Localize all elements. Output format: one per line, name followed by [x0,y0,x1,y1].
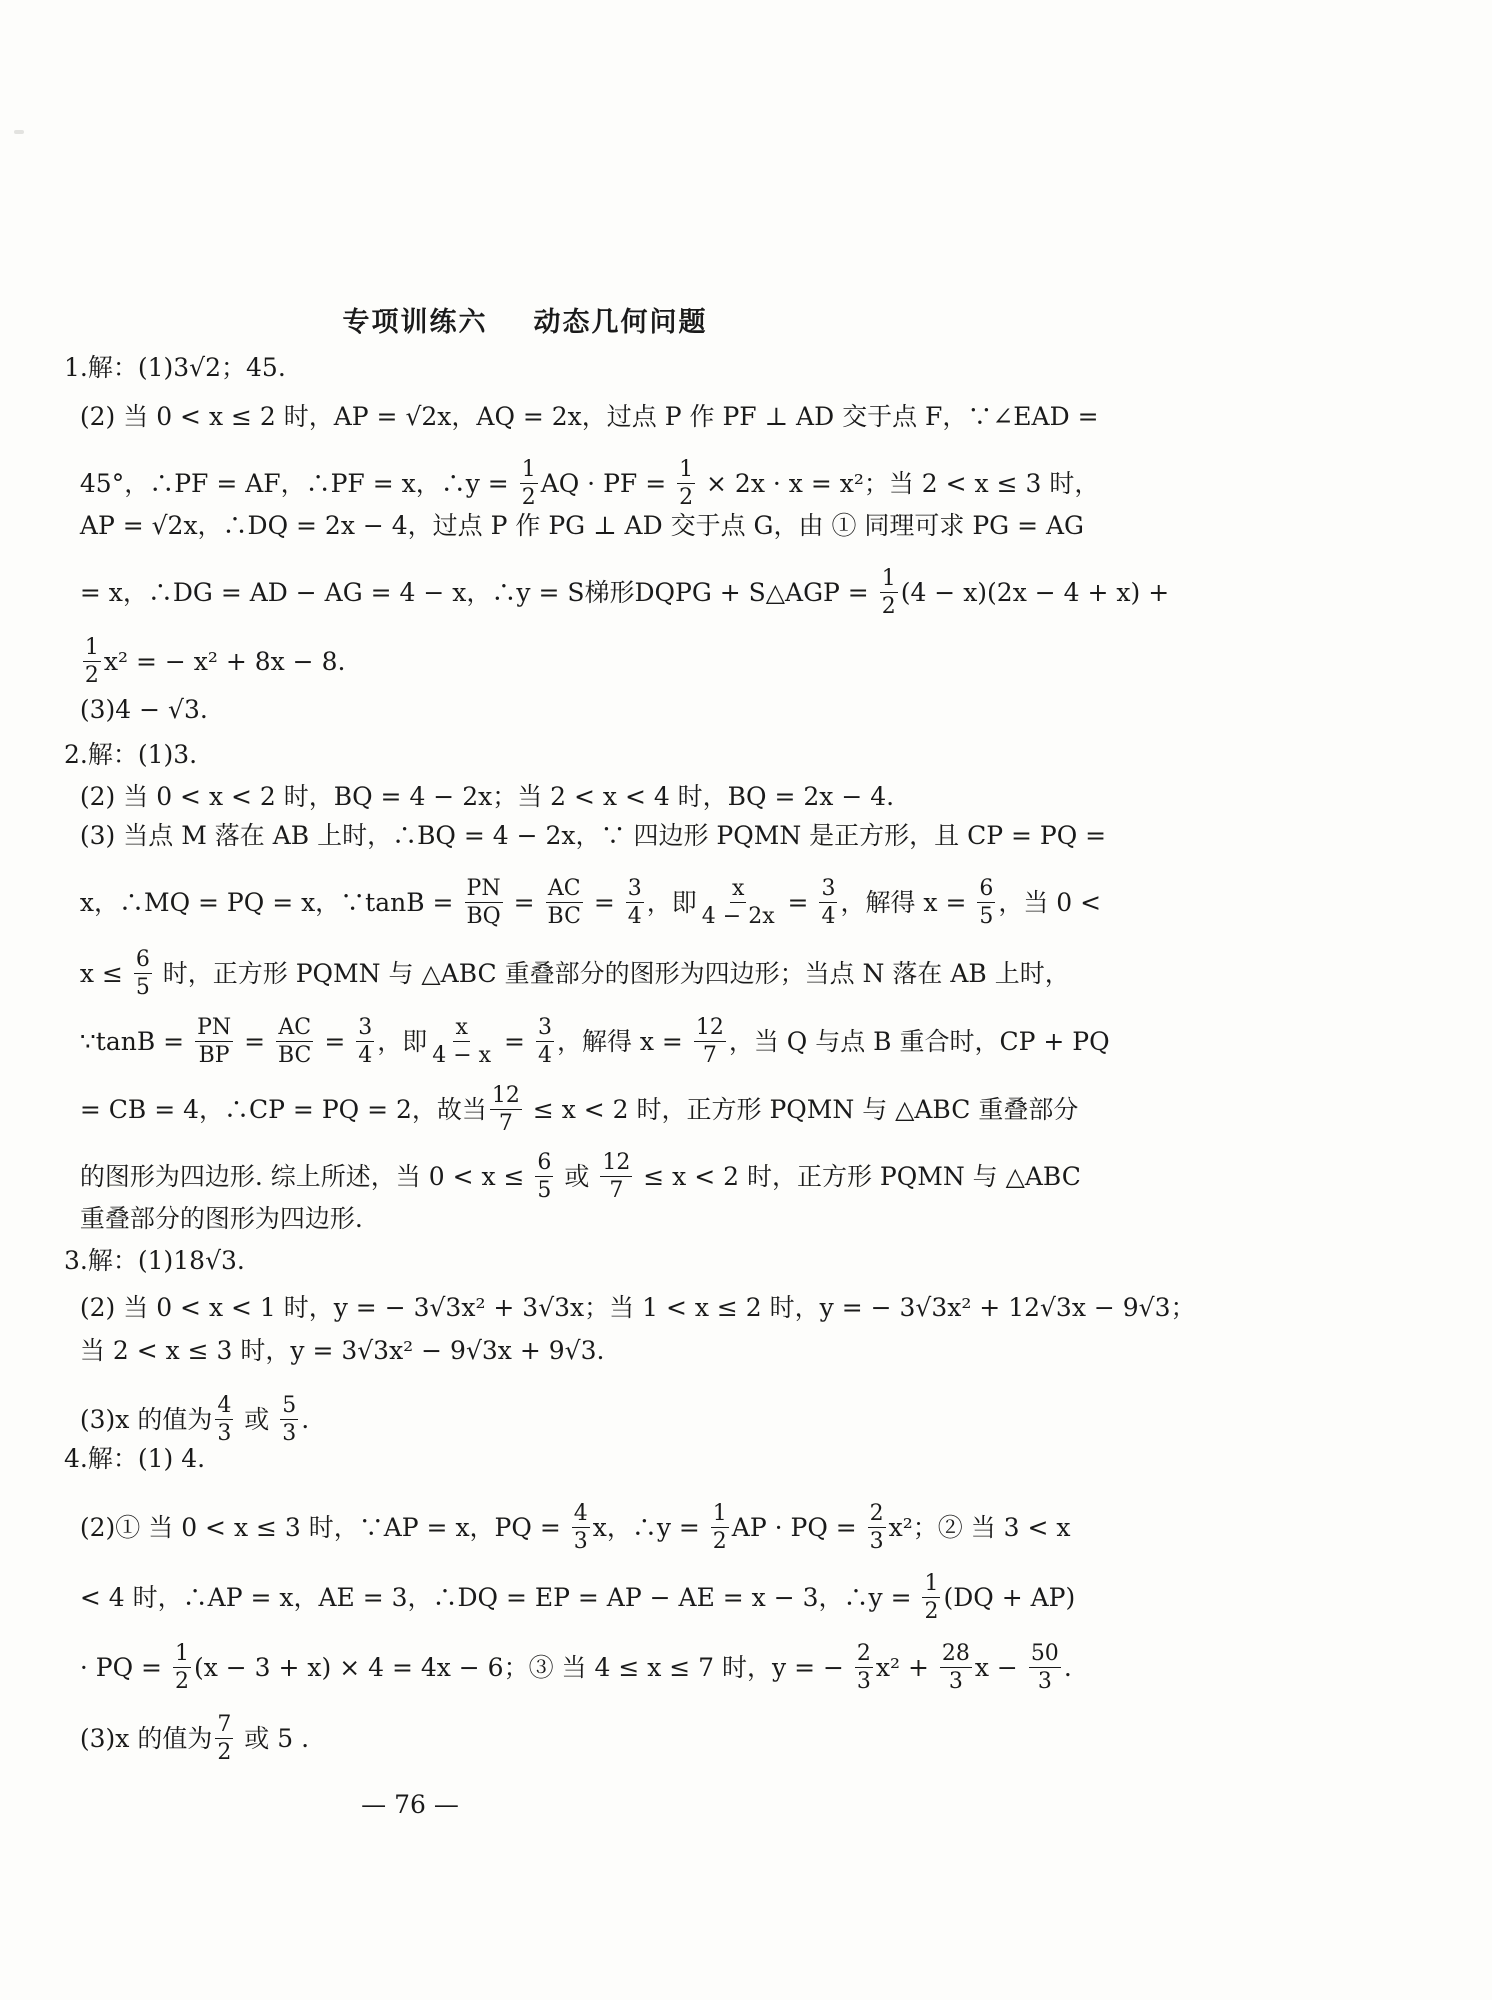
text-segment: 当 2 < x ≤ 3 时，y = 3√3x² − 9√3x + 9√3. [64,1336,605,1365]
text-segment: 45°，∴PF = AF，∴PF = x，∴y = [64,469,517,499]
fraction-numerator: 3 [536,1016,554,1042]
text-segment: = [316,1027,354,1057]
fraction [280,1394,298,1445]
title-left: 专项训练六 [342,307,488,338]
fraction [173,1642,191,1693]
text-segment: = x，∴DG = AD − AG = 4 − x，∴y = S梯形DQPG + S△AGP = [64,578,877,608]
text-segment: ，解得 x = [840,888,975,918]
text-segment: ，即 [377,1027,428,1057]
fraction-denominator: 3 [282,1421,297,1447]
text-line [64,1015,1110,1069]
fraction [694,1016,726,1067]
text-segment: x² + [875,1653,937,1683]
fraction-denominator: BP [198,1043,230,1069]
fraction-denominator: 4 − x [432,1043,492,1069]
text-segment: ≤ x < 2 时，正方形 PQMN 与 △ABC 重叠部分 [524,1095,1079,1125]
fraction-numerator: 3 [356,1016,374,1042]
text-segment: = [779,888,817,918]
text-line [64,821,1107,850]
fraction-numerator: 28 [940,1642,972,1668]
fraction [215,1394,233,1445]
fraction-denominator: 2 [521,485,536,511]
fraction-denominator: 4 [358,1043,373,1069]
fraction-numerator: 5 [280,1394,298,1420]
fraction [880,567,898,618]
text-segment: (3)x 的值为 [64,1724,213,1754]
fraction-denominator: 3 [948,1669,963,1695]
fraction [276,1016,313,1067]
text-segment [64,649,80,674]
fraction [134,948,152,999]
fraction-numerator: 1 [520,458,538,484]
text-segment: 4.解：(1) 4. [64,1444,206,1473]
text-segment: (2) 当 0 < x < 2 时，BQ = 4 − 2x；当 2 < x < 4 时，BQ = 2x − 4. [64,782,895,811]
fraction-numerator: 1 [880,567,898,593]
text-line [64,1293,1196,1322]
text-line [64,1713,1044,1764]
text-line [64,742,1044,767]
text-segment: (DQ + AP) [943,1583,1076,1613]
text-segment: < 4 时，∴AP = x，AE = 3，∴DQ = EP = AP − AE = x − 3，∴y = [64,1583,920,1613]
text-line [64,947,1070,1001]
fraction [572,1502,590,1553]
fraction-numerator: 50 [1029,1642,1061,1668]
fraction-numerator: 6 [535,1151,553,1177]
text-line [64,1083,1079,1137]
fraction-numerator: 1 [83,636,101,662]
fraction-denominator: 2 [924,1599,939,1625]
text-segment: (2) 当 0 < x < 1 时，y = − 3√3x² + 3√3x；当 1 < x ≤ 2 时，y = − 3√3x² + 12√3x − 9√3； [64,1293,1196,1322]
fraction [819,877,837,928]
fraction-numerator: PN [195,1016,233,1042]
scan-mark [14,130,24,134]
fraction-numerator: 2 [868,1502,886,1528]
text-line [64,784,1044,809]
text-segment: 或 5 . [236,1724,310,1754]
text-segment: ，当 Q 与点 B 重合时，CP + PQ [728,1027,1110,1057]
text-line [64,1571,1076,1625]
text-line [64,636,1044,687]
fraction-numerator: 12 [694,1016,726,1042]
fraction-denominator: 2 [84,663,99,689]
fraction [700,877,777,928]
text-segment: 时，正方形 PQMN 与 △ABC 重叠部分的图形为四边形；当点 N 落在 AB 上时， [154,959,1070,989]
fraction-numerator: 7 [215,1713,233,1739]
fraction-denominator: 5 [979,904,994,930]
fraction-denominator: 2 [174,1669,189,1695]
text-line [64,402,1099,431]
fraction-denominator: 2 [679,485,694,511]
text-segment: = [496,1027,533,1057]
text-segment: (2) 当 0 < x ≤ 2 时，AP = √2x，AQ = 2x，过点 P 作 PF ⊥ AD 交于点 F，∵∠EAD = [64,402,1099,431]
text-segment: 或 [556,1162,598,1192]
text-segment: 的图形为四边形. 综上所述，当 0 < x ≤ [64,1162,533,1192]
fraction-numerator: 1 [173,1642,191,1668]
fraction [536,1016,554,1067]
fraction-denominator: 7 [702,1043,717,1069]
fraction-numerator: 2 [855,1642,873,1668]
fraction [855,1642,873,1693]
text-segment: x，∴y = [592,1513,708,1543]
text-segment: (3)x 的值为 [64,1405,213,1435]
fraction-numerator: 3 [626,877,644,903]
text-line [64,511,1084,540]
text-segment: (2)① 当 0 < x ≤ 3 时，∵AP = x，PQ = [64,1513,569,1543]
fraction [546,877,583,928]
fraction-denominator: 4 [537,1043,552,1069]
text-segment: = [585,888,623,918]
fraction-numerator: 6 [134,948,152,974]
fraction-denominator: 5 [537,1178,552,1204]
fraction-numerator: x [453,1016,469,1042]
text-line [64,1641,1072,1695]
fraction [677,458,695,509]
fraction [940,1642,972,1693]
text-segment: 1.解：(1)3√2；45. [64,353,286,382]
text-segment: ，解得 x = [556,1027,691,1057]
fraction-denominator: 7 [498,1111,513,1137]
page-number: — 76 — [361,1790,459,1819]
fraction-denominator: 3 [217,1421,232,1447]
fraction-denominator: 2 [881,594,896,620]
text-line [64,1338,1044,1363]
text-segment: = [236,1027,273,1057]
fraction-denominator: 7 [609,1178,624,1204]
fraction-denominator: BC [277,1043,312,1069]
text-segment: AP = √2x，∴DQ = 2x − 4，过点 P 作 PG ⊥ AD 交于点 G，由 ① 同理可求 PG = AG [64,511,1084,540]
text-segment: ，即 [646,888,697,918]
fraction-denominator: 2 [217,1740,232,1766]
fraction-denominator: 5 [135,975,150,1001]
fraction [490,1084,522,1135]
text-segment: x²；② 当 3 < x [888,1513,1071,1543]
fraction-numerator: AC [276,1016,313,1042]
fraction [1029,1642,1061,1693]
fraction-numerator: 3 [819,877,837,903]
text-segment: x，∴MQ = PQ = x，∵tanB = [64,888,462,918]
fraction-denominator: BQ [466,904,501,930]
fraction [711,1502,729,1553]
fraction-denominator: 3 [1037,1669,1052,1695]
text-segment: ≤ x < 2 时，正方形 PQMN 与 △ABC [635,1162,1081,1192]
text-segment: = [505,888,543,918]
fraction-numerator: 1 [711,1502,729,1528]
text-segment: · PQ = [64,1653,170,1683]
fraction [868,1502,886,1553]
fraction-denominator: 3 [573,1529,588,1555]
fraction-numerator: 1 [922,1572,940,1598]
fraction [464,877,502,928]
fraction-numerator: AC [546,877,583,903]
text-line [64,566,1170,620]
page-title [0,300,1050,339]
text-segment: 或 [236,1405,278,1435]
text-line [64,457,1100,511]
text-segment: AP · PQ = [731,1513,865,1543]
text-segment: 重叠部分的图形为四边形. [64,1204,363,1233]
text-line [64,876,1102,930]
fraction-denominator: 3 [856,1669,871,1695]
fraction-denominator: 3 [869,1529,884,1555]
fraction [600,1151,632,1202]
text-segment: x² = − x² + 8x − 8. [103,647,346,677]
fraction-numerator: 4 [572,1502,590,1528]
fraction-numerator: 12 [490,1084,522,1110]
text-segment: (3) 当点 M 落在 AB 上时，∴BQ = 4 − 2x，∵ 四边形 PQMN 是正方形，且 CP = PQ = [64,821,1107,850]
text-segment: ∵tanB = [64,1027,193,1057]
fraction-numerator: 4 [215,1394,233,1420]
text-segment: = CB = 4，∴CP = PQ = 2，故当 [64,1095,487,1125]
text-line [64,355,1044,380]
fraction [195,1016,233,1067]
text-segment: (x − 3 + x) × 4 = 4x − 6；③ 当 4 ≤ x ≤ 7 时，y = − [193,1653,852,1683]
text-segment: (4 − x)(2x − 4 + x) + [900,578,1170,608]
fraction [626,877,644,928]
fraction-denominator: BC [547,904,581,930]
fraction-numerator: PN [465,877,503,903]
text-line [64,1150,1081,1204]
fraction-numerator: 1 [677,458,695,484]
fraction-numerator: 12 [600,1151,632,1177]
text-segment: x ≤ [64,959,131,989]
text-line [64,697,1044,722]
text-segment: × 2x · x = x²；当 2 < x ≤ 3 时， [698,469,1100,499]
fraction [356,1016,374,1067]
text-segment: . [301,1405,310,1435]
fraction-denominator: 4 [627,904,642,930]
text-segment: x − [974,1653,1026,1683]
fraction [535,1151,553,1202]
fraction [977,877,995,928]
fraction-numerator: x [730,877,746,903]
text-segment: (3)4 − √3. [64,695,208,724]
text-segment: ，当 0 < [998,888,1102,918]
fraction [430,1016,493,1067]
fraction-numerator: 6 [977,877,995,903]
text-line [64,1248,1044,1273]
fraction [83,636,101,687]
fraction-denominator: 4 − 2x [701,904,775,930]
fraction-denominator: 4 [821,904,836,930]
text-line [64,1394,1044,1445]
fraction [215,1713,233,1764]
title-right: 动态几何问题 [533,307,708,338]
text-segment: . [1063,1653,1072,1683]
text-segment: AQ · PF = [540,469,675,499]
text-line [64,1206,1044,1231]
text-segment: 3.解：(1)18√3. [64,1246,245,1275]
fraction [922,1572,940,1623]
text-segment: 2.解：(1)3. [64,740,198,769]
text-line [64,1501,1071,1555]
text-line [64,1446,1044,1471]
fraction-denominator: 2 [712,1529,727,1555]
fraction [520,458,538,509]
